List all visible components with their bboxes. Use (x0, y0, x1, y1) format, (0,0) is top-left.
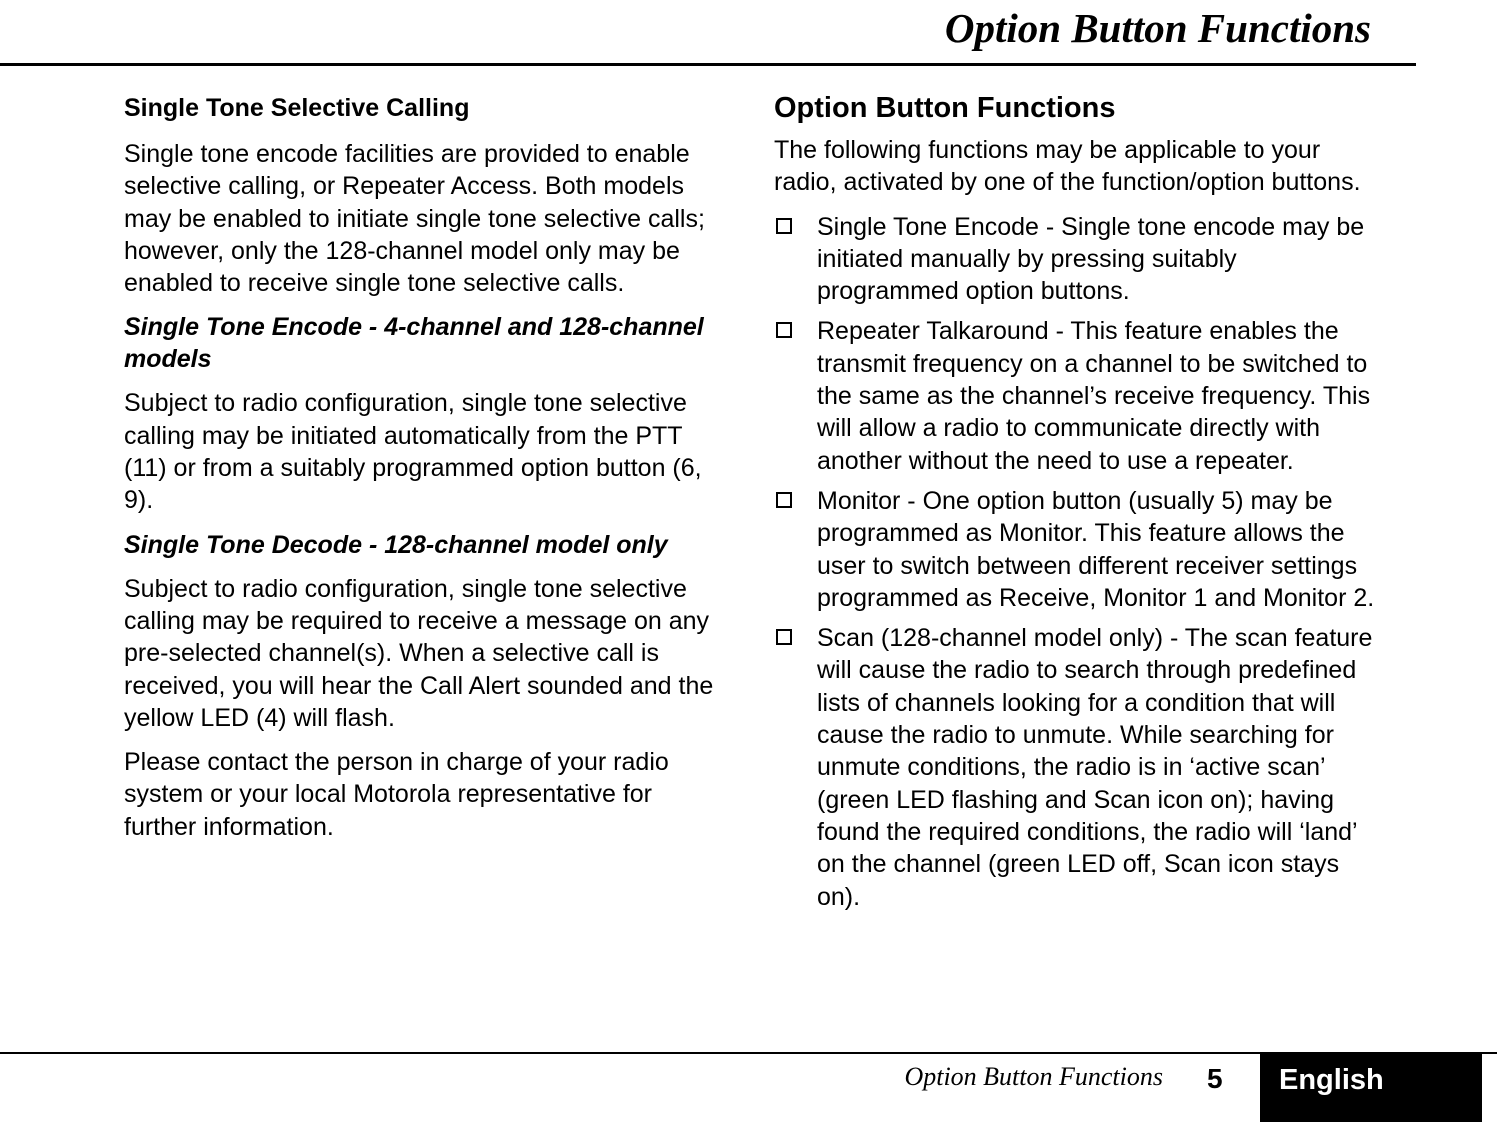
list-item-single-tone-encode (774, 211, 1384, 308)
header-rule (0, 63, 1416, 66)
list-item-text: Monitor - One option button (usually 5) may be programmed as Monitor. This feature allows the user to switch between different receiver settings programmed as Receive, Monitor 1 and Monitor 2. (817, 486, 1375, 612)
list-item-text: Repeater Talkaround - This feature enables the transmit frequency on a channel to be switched to the same as the channel’s receive frequency. This will allow a radio to communicate directly with another without the need to use a repeater. (817, 317, 1371, 475)
option-button-functions-heading: Option Button Functions (774, 92, 1116, 124)
selective-calling-intro: Single tone encode facilities are provided to enable selective calling, or Repeater Access. Both models may be enabled to initiate single tone selective calls; however, only the 128-channel model only may be enabled to receive single tone selective calls. (124, 140, 705, 298)
list-item-monitor (774, 485, 1384, 614)
single-tone-encode-heading: Single Tone Encode - 4-channel and 128-channel models (124, 313, 704, 374)
language-tab (1260, 1053, 1482, 1122)
contact-text: Please contact the person in charge of your radio system or your local Motorola representative for further information. (124, 748, 669, 841)
single-tone-encode-text: Subject to radio configuration, single tone selective calling may be initiated automatically from the PTT (11) or from a suitably programmed option button (6, 9). (124, 389, 702, 515)
right-column (774, 90, 1384, 921)
page-number: 5 (1207, 1063, 1223, 1094)
function-list (774, 211, 1384, 913)
footer-section-title: Option Button Functions (904, 1062, 1163, 1091)
left-column (124, 92, 724, 855)
single-tone-decode-text: Subject to radio configuration, single tone selective calling may be required to receive a message on any pre-selected channel(s). When a selective call is received, you will hear the Call Alert sounded and the yellow LED (4) will flash. (124, 574, 714, 732)
checkbox-square-icon (776, 492, 792, 508)
single-tone-selective-calling-heading: Single Tone Selective Calling (124, 94, 470, 122)
option-functions-intro: The following functions may be applicable to your radio, activated by one of the function/option buttons. (774, 136, 1361, 197)
checkbox-square-icon (776, 322, 792, 338)
list-item-text: Single Tone Encode - Single tone encode may be initiated manually by pressing suitably programmed option buttons. (817, 212, 1365, 306)
list-item-scan (774, 622, 1384, 913)
list-item-repeater-talkaround (774, 315, 1384, 476)
checkbox-square-icon (776, 218, 792, 234)
list-item-text: Scan (128-channel model only) - The scan feature will cause the radio to search through predefined lists of channels looking for a condition that will cause the radio to unmute. While searching for unmute conditions, the radio is in ‘active scan’ (green LED flashing and Scan icon on); having found the required conditions, the radio will ‘land’ on the channel (green LED off, Scan icon stays on). (817, 624, 1373, 911)
language-label: English (1279, 1064, 1384, 1096)
single-tone-decode-heading: Single Tone Decode - 128-channel model only (124, 530, 668, 559)
checkbox-square-icon (776, 629, 792, 645)
page-running-title: Option Button Functions (944, 5, 1371, 51)
